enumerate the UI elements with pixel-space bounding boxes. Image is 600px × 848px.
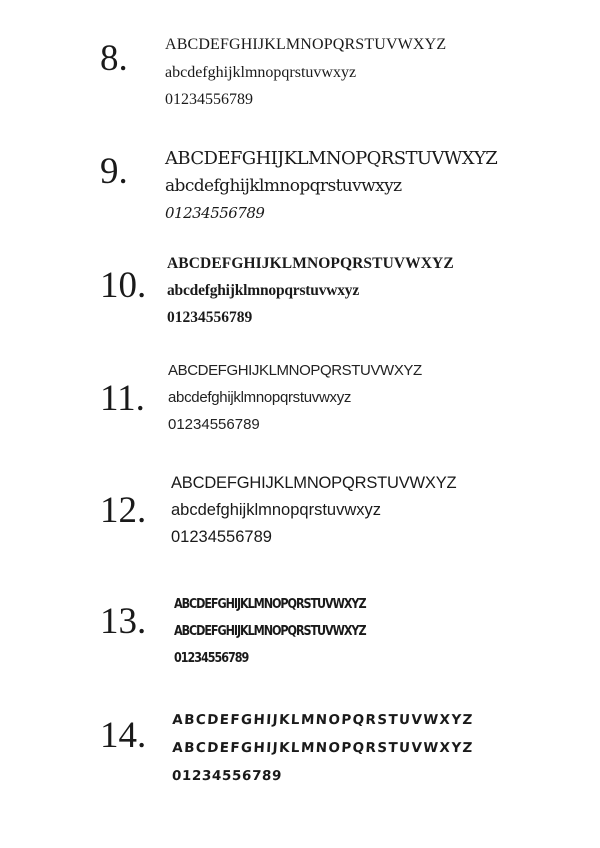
digits-sample: 01234556789 <box>165 204 265 222</box>
digits-sample: 01234556789 <box>174 651 249 666</box>
uppercase-sample: ABCDEFGHIJKLMNOPQRSTUVWXYZ <box>167 255 454 272</box>
specimen-number: 10. <box>100 265 147 306</box>
specimen-number: 11. <box>100 378 145 419</box>
digits-sample: 01234556789 <box>168 416 260 433</box>
uppercase-sample: ABCDEFGHIJKLMNOPQRSTUVWXYZ <box>171 712 475 728</box>
lowercase-sample: abcdefghijklmnopqrstuvwxyz <box>171 501 382 519</box>
digits-sample: 01234556789 <box>171 528 272 546</box>
lowercase-sample: abcdefghijklmnopqrstuvwxyz <box>165 176 402 196</box>
lowercase-sample: abcdefghijklmnopqrstuvwxyz <box>168 389 352 406</box>
specimen-number: 8. <box>100 38 128 79</box>
uppercase-sample: ABCDEFGHIJKLMNOPQRSTUVWXYZ <box>165 148 498 169</box>
specimen-number: 12. <box>100 490 147 531</box>
lowercase-sample: abcdefghijklmnopqrstuvwxyz <box>167 282 360 299</box>
uppercase-sample: ABCDEFGHIJKLMNOPQRSTUVWXYZ <box>171 474 457 492</box>
uppercase-sample: ABCDEFGHIJKLMNOPQRSTUVWXYZ <box>165 36 447 53</box>
digits-sample: 01234556789 <box>167 309 253 326</box>
uppercase-sample: ABCDEFGHIJKLMNOPQRSTUVWXYZ <box>168 362 422 379</box>
uppercase-sample-second: ABCDEFGHIJKLMNOPQRSTUVWXYZ <box>171 740 475 756</box>
specimen-number: 13. <box>100 601 147 642</box>
uppercase-sample: ABCDEFGHIJKLMNOPQRSTUVWXYZ <box>174 597 366 612</box>
specimen-number: 14. <box>100 715 147 756</box>
specimen-number: 9. <box>100 151 128 192</box>
lowercase-sample: abcdefghijklmnopqrstuvwxyz <box>165 64 357 81</box>
digits-sample: 01234556789 <box>165 91 253 108</box>
digits-sample: 01234556789 <box>171 768 283 784</box>
uppercase-sample-second: ABCDEFGHIJKLMNOPQRSTUVWXYZ <box>174 624 366 639</box>
